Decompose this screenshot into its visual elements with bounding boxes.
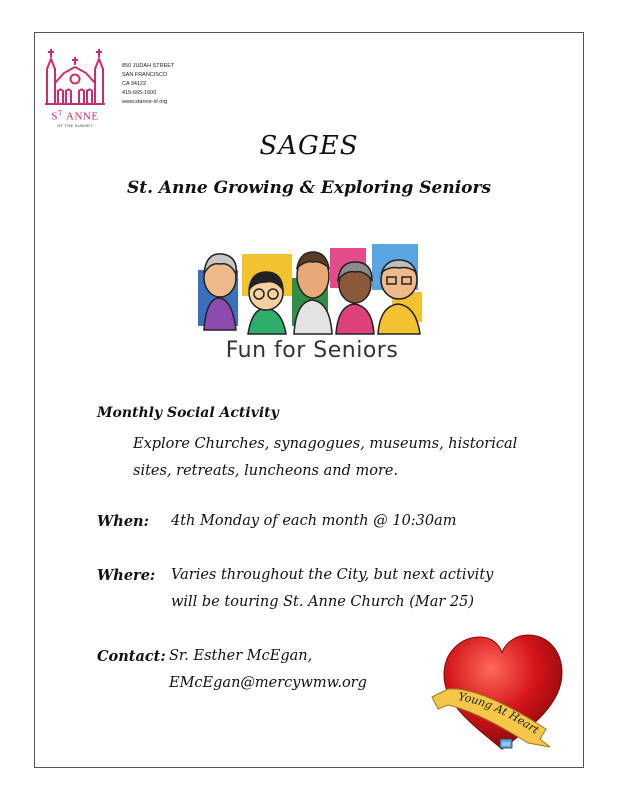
where-line-2: will be touring St. Anne Church (Mar 25) [171, 594, 474, 610]
where-label: Where: [97, 567, 156, 584]
address-street: 850 JUDAH STREET [122, 63, 175, 69]
church-icon [44, 43, 106, 109]
logo-subtitle: OF THE SUNSET [57, 123, 93, 128]
address-city: SAN FRANCISCO [122, 72, 168, 78]
heart-icon [430, 631, 575, 755]
young-at-heart-graphic [430, 631, 575, 755]
address-website[interactable]: www.stanne-sf.org [122, 99, 168, 105]
logo-name: $S^T$ ANNE [51, 109, 99, 123]
contact-name: Sr. Esther McEgan, [169, 648, 313, 664]
fun-for-seniors-art [196, 238, 428, 370]
where-line-1: Varies throughout the City, but next activity [171, 567, 494, 583]
st-anne-logo [44, 43, 106, 129]
activity-description [133, 431, 533, 485]
flyer-page [34, 32, 584, 768]
art-caption: Fun for Seniors [225, 338, 399, 363]
page-subtitle: St. Anne Growing & Exploring Seniors [126, 178, 492, 198]
address-state-zip: CA 94122 [122, 81, 147, 87]
hands-icon [500, 739, 512, 748]
address-block [122, 62, 174, 107]
when-label: When: [97, 513, 149, 530]
seniors-clipart [196, 238, 428, 338]
activity-heading: Monthly Social Activity [97, 405, 279, 421]
when-value: 4th Monday of each month @ 10:30am [171, 513, 457, 529]
activity-line-1: Explore Churches, synagogues, museums, historical [133, 436, 518, 452]
page-title: SAGES [259, 131, 359, 161]
where-value [171, 562, 531, 616]
activity-line-2: sites, retreats, luncheons and more. [133, 463, 399, 479]
address-phone: 415-665-1600 [122, 90, 157, 96]
heart-banner-text: Young At Heart [457, 690, 542, 737]
contact-label: Contact: [97, 648, 166, 665]
contact-email[interactable]: EMcEgan@mercywmw.org [169, 675, 367, 691]
